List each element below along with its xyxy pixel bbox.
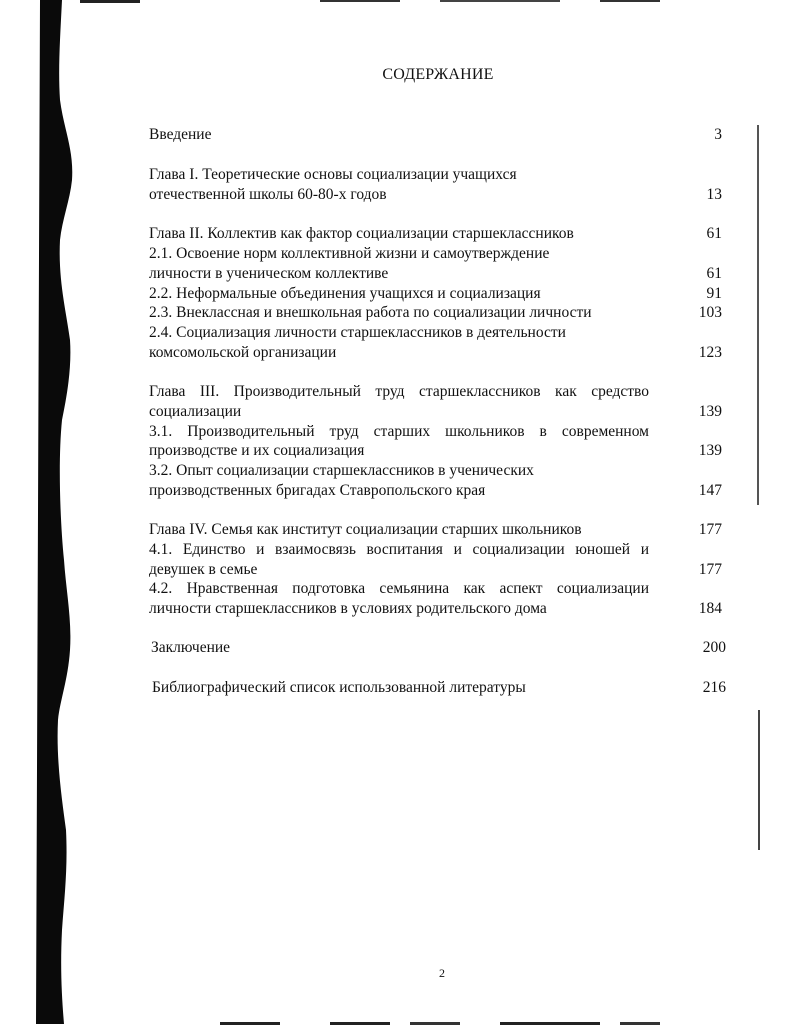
toc-entry-section-3-1: 3.1. Производительный труд старших школьников в современном [149,423,649,440]
toc-entry-chapter-3-cont: социализации [149,403,242,420]
toc-page-number: 3 [714,126,722,143]
toc-entry-section-2-1: 2.1. Освоение норм коллективной жизни и самоутверждение [149,245,550,262]
toc-page-number: 147 [698,482,722,499]
toc-page-number: 177 [698,521,722,538]
toc-entry-section-2-4: 2.4. Социализация личности старшеклассников в деятельности [149,324,566,341]
toc-entry-section-2-3: 2.3. Внеклассная и внешкольная работа по социализации личности [149,304,592,321]
toc-page-number: 200 [702,639,726,656]
toc-entry-section-2-2: 2.2. Неформальные объединения учащихся и социализация [149,285,541,302]
page-number: 2 [439,966,445,980]
toc-entry-section-4-1: 4.1. Единство и взаимосвязь воспитания и социализации юношей и [149,541,649,558]
toc-entry-chapter-3: Глава III. Производительный труд старшеклассников как средство [149,383,649,400]
toc-page-number: 184 [698,600,722,617]
toc-entry-section-2-4-cont: комсомольской организации [149,344,337,361]
toc-page-number: 139 [698,442,722,459]
toc-entry-section-4-2: 4.2. Нравственная подготовка семьянина как аспект социализации [149,580,649,597]
toc-entry-bibliography: Библиографический список использованной литературы [152,679,526,696]
toc-entry-chapter-4: Глава IV. Семья как институт социализации старших школьников [149,521,582,538]
toc-page-number: 139 [698,403,722,420]
toc-entry-section-4-1-cont: девушек в семье [149,561,258,578]
toc-entry-section-2-1-cont: личности в ученическом коллективе [149,265,389,282]
toc-page-number: 177 [698,561,722,578]
toc-entry-chapter-1-cont: отечественной школы 60-80-х годов [149,186,387,203]
toc-page-number: 103 [698,304,722,321]
toc-title: СОДЕРЖАНИЕ [382,66,494,83]
toc-page-number: 91 [706,285,722,302]
toc-page-number: 61 [706,225,722,242]
toc-entry-conclusion: Заключение [151,639,231,656]
toc-page-number: 13 [706,186,722,203]
toc-entry-section-3-1-cont: производстве и их социализация [149,442,365,459]
toc-entry-chapter-1: Глава I. Теоретические основы социализации учащихся [149,166,517,183]
toc-page-number: 61 [706,265,722,282]
toc-entry-chapter-2: Глава II. Коллектив как фактор социализации старшеклассников [149,225,574,242]
toc-page-number: 123 [698,344,722,361]
toc-entry-section-3-2: 3.2. Опыт социализации старшеклассников в ученических [149,462,534,479]
toc-entry-section-4-2-cont: личности старшеклассников в условиях родительского дома [149,600,547,617]
toc-page-number: 216 [702,679,726,696]
toc-entry-introduction: Введение [149,126,212,143]
toc-entry-section-3-2-cont: производственных бригадах Ставропольского края [149,482,486,499]
